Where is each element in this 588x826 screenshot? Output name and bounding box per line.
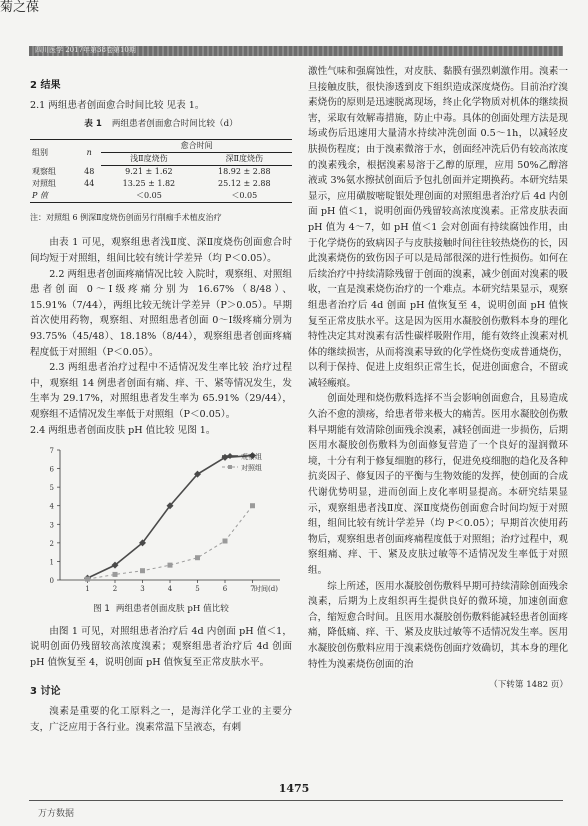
x-axis-label: 时间(d) [254, 585, 278, 594]
y-tick-label: 5 [49, 484, 54, 493]
data-point-series-2 [195, 555, 200, 560]
col-header-healing-time: 愈合时间 [101, 139, 292, 152]
legend-label-1: 观察组 [241, 453, 262, 462]
row-deep: 18.92 ± 2.88 [218, 166, 271, 176]
data-point-series-2 [168, 563, 173, 568]
section-results-heading: 2 结果 [30, 80, 61, 91]
data-point-series-1 [222, 454, 229, 461]
row-deep: 25.12 ± 2.88 [218, 178, 271, 188]
x-tick-label: 5 [195, 585, 200, 594]
row-n: 48 [84, 166, 95, 176]
data-point-series-2 [85, 577, 90, 582]
corner-watermark-text: 菊之葆 [0, 0, 40, 15]
table-1-caption [30, 117, 292, 133]
paragraph-after-table: 由表 1 可见，观察组患者浅Ⅱ度、深Ⅱ度烧伤创面愈合时间均短于对照组，组间比较有统计学差异（均 P＜0.05）。 [30, 237, 292, 264]
paragraph-after-figure: 由图 1 可见，对照组患者治疗后 4d 内创面 pH 值＜1，说明创面仍残留较高浓度溴素；观察组患者治疗后 4d 创面 pH 值恢复至 4，说明创面 pH 值恢复至正常皮肤水平。 [30, 625, 292, 668]
paragraph-right-3: 综上所述，医用水凝胶创伤敷料早期可持续清除创面残余溴素，后期为上皮组织再生提供良好的微环境，加速创面愈合，缩短愈合时间。且医用水凝胶创伤敷料能减轻患者创面疼痛，降低痛、痒、干、紧及皮肤过敏等不适情况发生率。医用水凝胶创伤敷料应用于溴素烧伤创面疗效确切，其本身的理化特性为溴素烧伤创面的治 [308, 580, 568, 670]
data-point-series-2 [113, 572, 118, 577]
paragraph-right-2: 创面处理和烧伤敷料选择不当会影响创面愈合，且易造成久治不愈的溃疡，给患者带来极大的痛苦。医用水凝胶创伤敷料早期能有效清除创面残余溴素，减轻创面进一步损伤，后期医用水凝胶创伤敷料为创面修复营造了一个良好的湿润微环境，十分有利于修复细胞的移行，促进免疫细胞的趋化及各种抗炎因子、修复因子的平衡与生物效能的发挥，使创面的合成代谢优势明显，进而创面上皮化率明显提高。本研究结果显示，观察组患者浅Ⅱ度、深Ⅱ度烧伤创面愈合时间均短于对照组，组间比较有统计学差异（均 P＜0.05）；早期首次使用药物后，观察组患者创面疼痛程度低于对照组；治疗过程中，观察组痛、痒、干、紧及皮肤过敏等不适情况发生率低于对照组。 [308, 393, 568, 576]
row-shallow: 13.25 ± 1.82 [122, 178, 176, 188]
legend-marker-2 [228, 465, 232, 469]
row-group: P 值 [30, 190, 77, 203]
paragraph-2-4: 2.4 两组患者创面皮肤 pH 值比较 见图 1。 [30, 424, 216, 436]
y-tick-label: 2 [49, 539, 54, 548]
x-tick-label: 4 [167, 585, 173, 594]
paragraph-discussion-1: 溴素是重要的化工原料之一，是海洋化学工业的主要分支，广泛应用于各行业。溴素常温下呈液态，有刺 [30, 706, 292, 733]
x-tick-label: 3 [140, 585, 145, 594]
section-discussion-heading: 3 讨论 [30, 686, 61, 698]
y-tick-label: 7 [49, 447, 54, 456]
journal-header-text: 四川医学 2017年第38卷第10期 [35, 46, 136, 54]
subsection-2-1: 2.1 两组患者创面愈合时间比较 见表 1。 [30, 99, 205, 111]
col-header-n: n [77, 139, 101, 165]
y-tick-label: 0 [49, 577, 54, 586]
table-row [30, 178, 292, 190]
figure-1-label: 图 1 [93, 604, 110, 615]
y-tick-label: 1 [49, 558, 54, 567]
legend-marker-1 [227, 453, 233, 459]
paragraph-right-1: 激性气味和强腐蚀性，对皮肤、黏膜有强烈刺激作用。溴素一旦接触皮肤，很快渗透到皮下组织造成深度烧伤。目前治疗溴素烧伤的原则是迅速脱离现场，终止化学物质对机体的继续损害，采取有效解毒措施，防止中毒。具体的创面处理方法是现场或伤后迅速用大量清水持续冲洗创面 0.5～1h，以减轻皮肤损伤程度；由于溴素微溶于水，创面经冲洗后仍有较高浓度的溴素残余，根据溴素易溶于乙醇的原理，应用 50%乙醇溶液或 3%氨水擦拭创面后予包扎创面并定期换药。本研究结果显示，应用磺胺嘧啶银处理创面的对照组患者治疗后 4d 内创面 pH 值＜1，说明创面仍残留较高浓度溴素。正常皮肤表面 pH 值为 4～7，如 pH 值＜1 会对创面有持续腐蚀作用，由于化学烧伤的致病因子与皮肤接触时间往往较热烧伤的长，因此溴素烧伤的致伤因子可以是局部很深的进行性损伤。如何在后续治疗中持续清除残留于创面的溴素，减少创面对溴素的吸收，一直是溴素烧伤治疗的一个难点。本研究结果显示，观察组患者治疗后 4d 创面 pH 值恢复至 4，说明创面 pH 值恢复至正常皮肤水平。这是因为医用水凝胶创伤敷料本身的理化特性决定其对溴素有活性碳样吸附作用，能有效终止溴素对机体的继续损害，从而将溴素导致的化学性烧伤变成普通烧伤，以利于保持、促进上皮组织正常生长，促进创面愈合，不留或减轻瘢痕。 [308, 66, 568, 389]
paragraph-2-3: 2.3 两组患者治疗过程中不适情况发生率比较 治疗过程中，观察组 14 例患者创面有痛、痒、干、紧等情况发生，发生率为 29.17%，对照组患者发生率为 65.91%（29/44），观察组不适情况发生率低于对照组（P＜0.05）。 [30, 362, 292, 420]
row-deep: ＜0.05 [197, 190, 292, 203]
col-header-deep: 深Ⅱ度烧伤 [197, 152, 292, 165]
table-row [30, 190, 292, 203]
col-header-shallow: 浅Ⅱ度烧伤 [101, 152, 196, 165]
table-row [30, 165, 292, 178]
footer-divider [29, 800, 563, 801]
row-shallow: ＜0.05 [101, 190, 196, 203]
row-n [77, 190, 101, 203]
row-group: 观察组 [32, 166, 56, 176]
series-line-2 [88, 506, 253, 579]
x-tick-label: 6 [222, 585, 228, 594]
healing-time-table [30, 139, 292, 203]
continued-note: （下转第 1482 页） [489, 680, 568, 691]
row-group: 对照组 [32, 178, 56, 188]
col-header-group: 组别 [30, 139, 77, 165]
page-number: 1475 [278, 782, 310, 795]
row-shallow: 9.21 ± 1.62 [125, 166, 173, 176]
right-column [308, 64, 568, 694]
x-tick-label: 2 [112, 585, 118, 594]
table-1-label: 表 1 [84, 119, 102, 130]
series-line-1 [88, 456, 253, 579]
data-point-series-2 [250, 503, 255, 508]
left-column [30, 64, 292, 735]
figure-1-title: 两组患者创面皮肤 pH 值比较 [115, 604, 229, 615]
x-tick-label: 1 [85, 585, 90, 594]
x-tick-label: 7 [250, 585, 255, 594]
table-1-note: 注：对照组 6 例深Ⅱ度烧伤创面另行削痂手术植皮治疗 [30, 212, 222, 222]
journal-header-band [29, 46, 563, 56]
ph-chart-svg [30, 444, 292, 602]
row-n: 44 [84, 178, 95, 188]
y-tick-label: 6 [49, 465, 54, 474]
figure-1-caption [30, 602, 292, 618]
paragraph-2-2: 2.2 两组患者创面疼痛情况比较 入院时，观察组、对照组患者创面 0～Ⅰ级疼痛分别为 16.67%（8/48）、15.91%（7/44），两组比较无统计学差异（P＞0.05）。早期首次使用药物，观察组、对照组患者创面 0～Ⅰ级疼痛分别为 93.75%（45/48）、18.18%（8/44），观察组患者创面疼痛程度低于对照组（P＜0.05）。 [30, 268, 292, 358]
legend-label-2: 对照组 [241, 464, 262, 473]
y-tick-label: 4 [49, 502, 54, 511]
footer-watermark: 万方数据 [38, 809, 75, 819]
y-tick-label: 3 [49, 521, 54, 530]
table-1-title: 两组患者创面愈合时间比较（d） [111, 119, 238, 130]
data-point-series-2 [223, 539, 228, 544]
ph-line-chart [30, 444, 292, 602]
data-point-series-2 [140, 568, 145, 573]
